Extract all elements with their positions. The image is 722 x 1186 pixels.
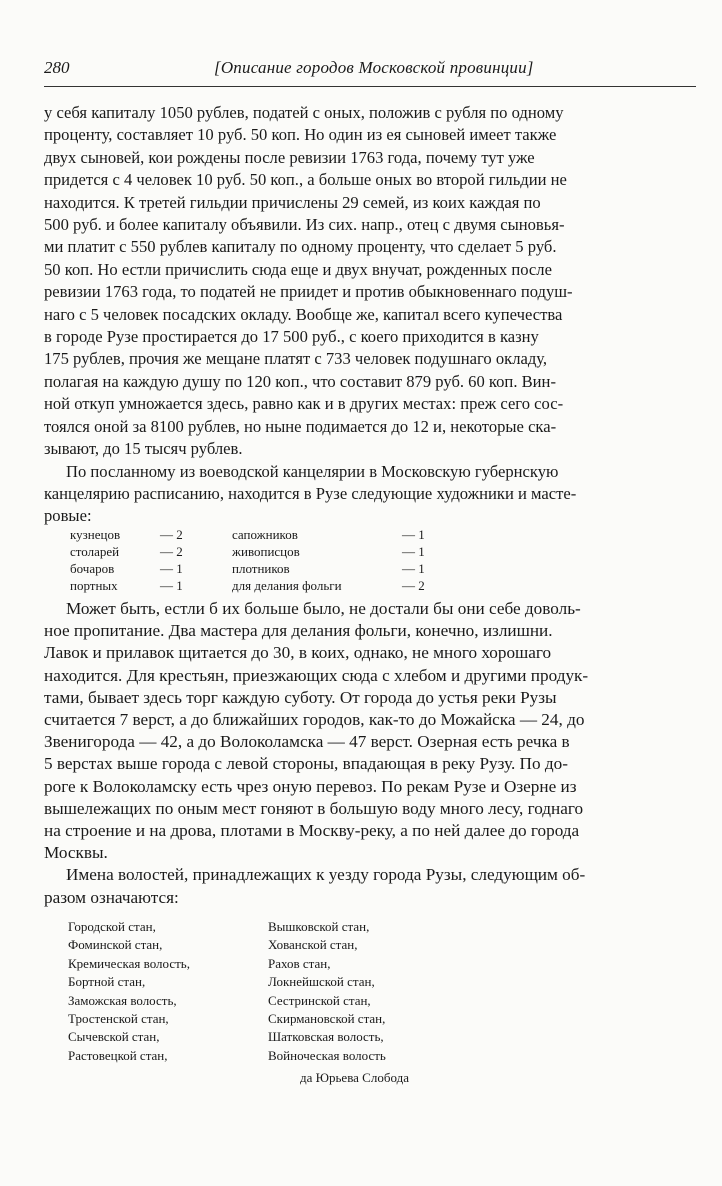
text-line: Москвы.: [44, 843, 108, 863]
volost-item: Скирмановской стан,: [268, 1011, 386, 1027]
craft-name: кузнецов: [70, 527, 121, 542]
volost-item: Рахов стан,: [268, 955, 331, 971]
text-line: ровые:: [44, 506, 92, 526]
text-line: у себя капиталу 1050 рублев, податей с оных, положив с рубля по одному: [44, 103, 564, 122]
volost-list-final: да Юрьева Слобода: [300, 1070, 409, 1085]
text-line: канцелярию расписанию, находится в Рузе следующие художники и масте-: [44, 483, 577, 503]
text-line: ревизии 1763 года, то податей не приидет и против обыкновеннаго подуш-: [44, 282, 573, 302]
paragraph-craftsmen-intro: [44, 461, 696, 528]
text-line: двух сыновей, кои рождены после ревизии 1763 года, почему тут уже: [44, 147, 535, 167]
volost-item: Шатковская волость,: [268, 1029, 384, 1045]
text-line: 500 руб. и более капиталу объявили. Из сих. напр., отец с двумя сыновья-: [44, 215, 565, 235]
text-line: Звенигорода — 42, а до Волоколамска — 47 верст. Озерная есть речка в: [44, 732, 570, 752]
text-line: в городе Рузе простирается до 17 500 руб., с коего приходится в казну: [44, 327, 539, 347]
text-line: Может быть, естли б их больше было, не достали бы они себе доволь-: [66, 599, 581, 618]
volost-item: Сычевской стан,: [68, 1029, 160, 1045]
text-line: придется с 4 человек 10 руб. 50 коп., а больше оных во второй гильдии не: [44, 170, 567, 190]
volost-item: Вышковской стан,: [268, 919, 370, 934]
craft-name: портных: [70, 578, 118, 593]
text-line: роге к Волоколамску есть чрез оную перевоз. По рекам Рузе и Озерне из: [44, 776, 577, 796]
volost-item: Хованской стан,: [268, 937, 358, 953]
volost-item: Тростенской стан,: [68, 1011, 169, 1027]
volost-item: Сестринской стан,: [268, 992, 371, 1008]
text-line: тами, бывает здесь торг каждую суботу. От города до устья реки Рузы: [44, 687, 557, 707]
header-rule: [44, 86, 696, 87]
craft-count: — 2: [160, 544, 183, 559]
text-line: разом означаются:: [44, 887, 179, 907]
craft-count: — 1: [160, 578, 183, 593]
volost-item: Фоминской стан,: [68, 937, 163, 953]
volost-item: Локнейшской стан,: [268, 974, 375, 990]
craft-count: — 2: [402, 578, 425, 593]
paragraph-volosts-intro: [44, 864, 696, 908]
volost-item: Растовецкой стан,: [68, 1047, 168, 1063]
body-text-lower: [44, 598, 696, 909]
text-line: 50 коп. Но естли причислить сюда еще и двух внучат, рожденных после: [44, 259, 552, 279]
volost-item: Городской стан,: [68, 919, 156, 934]
text-line: полагая на каждую душу по 120 коп., что составит 879 руб. 60 коп. Вин-: [44, 371, 556, 391]
text-line: По посланному из воеводской канцелярии в Московскую губернскую: [66, 461, 559, 481]
page-header: [44, 58, 696, 80]
body-text-upper: [44, 102, 696, 528]
craft-name: сапожников: [232, 527, 298, 542]
text-line: наго с 5 человек посадских окладу. Вообще же, капитал всего купечества: [44, 304, 563, 324]
craft-name: живописцов: [232, 544, 300, 559]
text-line: 5 верстах выше города с левой стороны, впадающая в реку Рузу. По до-: [44, 754, 568, 774]
volost-item: Кремическая волость,: [68, 955, 190, 971]
text-line: ное пропитание. Два мастера для делания фольги, конечно, излишни.: [44, 621, 553, 641]
craft-name: столарей: [70, 544, 120, 559]
craft-count: — 1: [402, 544, 425, 559]
craft-name: бочаров: [70, 561, 115, 576]
running-title: [Описание городов Московской провинции]: [214, 58, 534, 77]
paragraph-trade: [44, 598, 696, 864]
text-line: ми платит с 550 рублев капиталу по одному проценту, что сделает 5 руб.: [44, 237, 557, 257]
text-line: вышележащих по оным мест гоняют в большую воду много лесу, годнаго: [44, 798, 584, 818]
text-line: зывают, до 15 тысяч рублев.: [44, 439, 243, 459]
page-number: 280: [44, 58, 70, 77]
text-line: Лавок и прилавок щитается до 30, в коих, однако, не много хорошаго: [44, 643, 552, 663]
volost-item: Войноческая волость: [268, 1047, 386, 1063]
volost-item: Заможская волость,: [68, 992, 177, 1008]
craft-count: — 1: [160, 561, 183, 576]
craft-count: — 1: [402, 527, 425, 542]
volost-list: [68, 918, 468, 1065]
text-line: 175 рублев, прочия же мещане платят с 733 человек подушнаго окладу,: [44, 349, 548, 369]
text-line: проценту, составляет 10 руб. 50 коп. Но один из ея сыновей имеет также: [44, 125, 557, 145]
craft-count: — 2: [160, 527, 183, 542]
volost-item: Бортной стан,: [68, 974, 146, 990]
craft-count: — 1: [402, 561, 425, 576]
text-line: тоялся оной за 8100 рублев, но ныне подимается до 12 и, некоторые ска-: [44, 416, 557, 436]
text-line: считается 7 верст, а до ближайших городов, как-то до Можайска — 24, до: [44, 710, 585, 730]
craft-name: для делания фольги: [232, 578, 342, 593]
text-line: ной откуп умножается здесь, равно как и в других местах: преж сего сос-: [44, 394, 564, 414]
craftsmen-list: [70, 526, 462, 594]
text-line: находится. К третей гильдии причислены 29 семей, из коих каждая по: [44, 192, 541, 212]
text-line: находится. Для крестьян, приезжающих сюда с хлебом и другими продук-: [44, 665, 589, 685]
paragraph-merchants: [44, 102, 696, 461]
craft-name: плотников: [232, 561, 290, 576]
text-line: Имена волостей, принадлежащих к уезду города Рузы, следующим об-: [66, 865, 586, 885]
text-line: на строение и на дрова, плотами в Москву-реку, а по ней далее до города: [44, 821, 580, 841]
